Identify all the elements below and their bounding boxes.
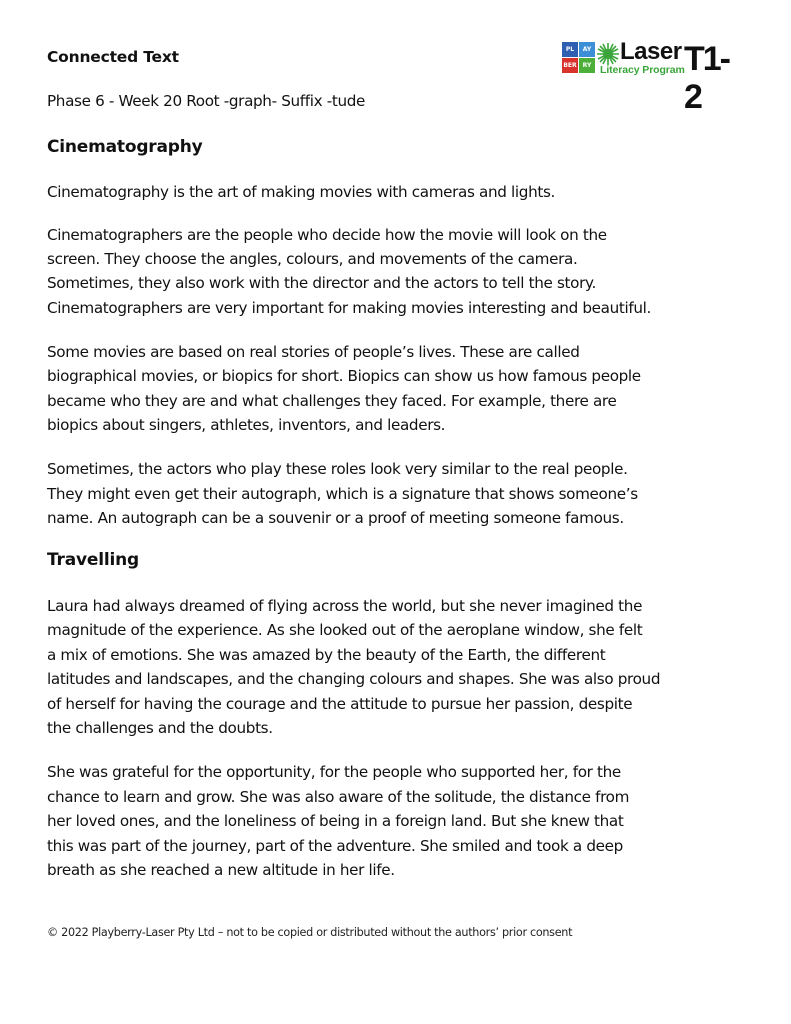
paragraph-line: chance to learn and grow. She was also aware of the solitude, the distance from [47,788,630,806]
paragraph-line: They might even get their autograph, which is a signature that shows someone’s [47,485,638,503]
paragraph-line: biopics about singers, athletes, inventors, and leaders. [47,416,446,434]
paragraph-line: of herself for having the courage and the attitude to pursue her passion, despite [47,695,633,713]
paragraph-line: Some movies are based on real stories of people’s lives. These are called [47,343,580,361]
paragraph-line: Cinematographers are the people who decide how the movie will look on the [47,226,607,244]
paragraph-line: screen. They choose the angles, colours, and movements of the camera. [47,250,578,268]
paragraph-line: breath as she reached a new altitude in her life. [47,861,395,879]
paragraph-line: magnitude of the experience. As she looked out of the aeroplane window, she felt [47,621,643,639]
paragraph-line: Cinematographers are very important for making movies interesting and beautiful. [47,299,651,317]
paragraph-line: She was grateful for the opportunity, for the people who supported her, for the [47,763,621,781]
paragraph-line: Cinematography is the art of making movies with cameras and lights. [47,183,556,201]
paragraph-line: her loved ones, and the loneliness of being in a foreign land. But she knew that [47,812,624,830]
paragraph-line: a mix of emotions. She was amazed by the beauty of the Earth, the different [47,646,606,664]
paragraph-line: became who they are and what challenges they faced. For example, there are [47,392,617,410]
playberry-puzzle-icon [562,42,596,74]
laser-burst-icon [597,43,619,65]
puzzle-piece: AY [579,42,595,57]
lesson-subtitle: Phase 6 - Week 20 Root -graph- Suffix -tude [47,92,366,110]
paragraph-line: this was part of the journey, part of the adventure. She smiled and took a deep [47,837,623,855]
logo-level-text: T1-2 [684,40,729,116]
paragraph-line: Sometimes, they also work with the director and the actors to tell the story. [47,274,596,292]
section-heading: Cinematography [47,137,203,157]
puzzle-piece: BER [562,58,578,73]
puzzle-piece: RY [579,58,595,73]
paragraph-line: Sometimes, the actors who play these roles look very similar to the real people. [47,460,628,478]
copyright-footer: © 2022 Playberry-Laser Pty Ltd – not to be copied or distributed without the authors’ prior consent [47,926,573,939]
paragraph-line: Laura had always dreamed of flying across the world, but she never imagined the [47,597,643,615]
paragraph-line: the challenges and the doubts. [47,719,273,737]
puzzle-piece: PL [562,42,578,57]
paragraph-line: biographical movies, or biopics for short. Biopics can show us how famous people [47,367,641,385]
document-type-label: Connected Text [47,48,179,66]
laser-literacy-logo [562,38,744,116]
section-heading: Travelling [47,550,139,570]
logo-program-text: Literacy Program [600,64,685,76]
logo-brand-text: Laser [620,38,682,65]
paragraph-line: name. An autograph can be a souvenir or a proof of meeting someone famous. [47,509,624,527]
paragraph-line: latitudes and landscapes, and the changing colours and shapes. She was also proud [47,670,661,688]
